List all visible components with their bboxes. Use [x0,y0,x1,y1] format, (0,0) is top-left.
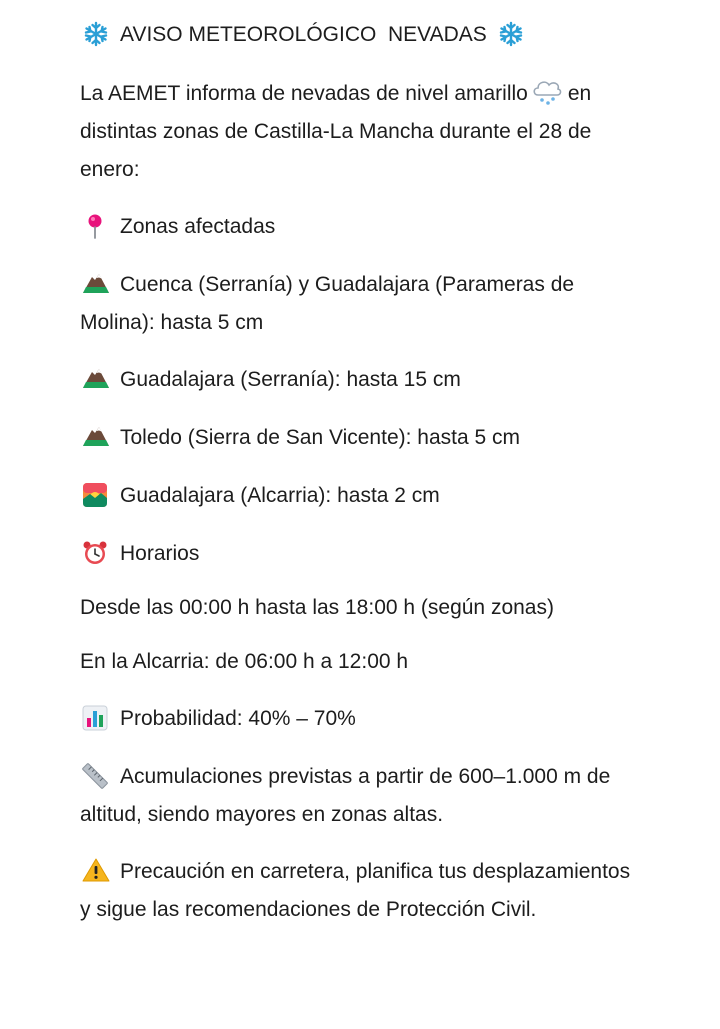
bar-chart-icon [82,705,112,729]
zone-item [80,361,640,399]
zones-heading [80,208,640,246]
title-text: AVISO METEOROLÓGICO NEVADAS [120,23,487,46]
zone-text: Guadalajara (Alcarria): hasta 2 cm [120,484,440,507]
schedule-heading [80,535,640,573]
zone-item [80,419,640,457]
zones-heading-text: Zonas afectadas [120,215,276,238]
warning-text: Precaución en carretera, planifica tus desplazamientos y sigue las recomendaciones de Protección Civil. [80,860,631,921]
schedule-line: Desde las 00:00 h hasta las 18:00 h (según zonas) [80,596,554,619]
zone-item [80,477,640,515]
probability-text: Probabilidad: 40% – 70% [120,707,356,730]
accumulation-text: Acumulaciones previstas a partir de 600–1.000 m de altitud, siendo mayores en zonas altas. [80,765,611,826]
mountain-icon [82,366,112,390]
zone-item [80,266,640,342]
ruler-icon [82,763,112,787]
snow-cloud-icon [532,78,562,104]
zone-text: Guadalajara (Serranía): hasta 15 cm [120,368,461,391]
mountain-icon [82,424,112,448]
intro-text-1: La AEMET informa de nevadas de nivel amarillo [80,82,528,105]
schedule-heading-text: Horarios [120,542,200,565]
page-title [80,16,640,54]
snowflake-icon [497,21,527,45]
pushpin-icon [82,213,112,237]
intro-text-2: en distintas zonas de Castilla-La Mancha durante el 28 de enero: [80,82,592,181]
intro-paragraph [80,75,640,189]
zone-text: Cuenca (Serranía) y Guadalajara (Parameras de Molina): hasta 5 cm [80,273,575,334]
snowflake-icon [82,21,112,45]
warning-icon [82,858,112,882]
warning-paragraph [80,853,640,929]
probability-line [80,700,640,738]
zone-text: Toledo (Sierra de San Vicente): hasta 5 cm [120,426,520,449]
sunrise-icon [82,482,112,506]
mountain-icon [82,271,112,295]
accumulation-paragraph [80,758,640,834]
schedule-line: En la Alcarria: de 06:00 h a 12:00 h [80,650,409,673]
alarm-clock-icon [82,540,112,564]
